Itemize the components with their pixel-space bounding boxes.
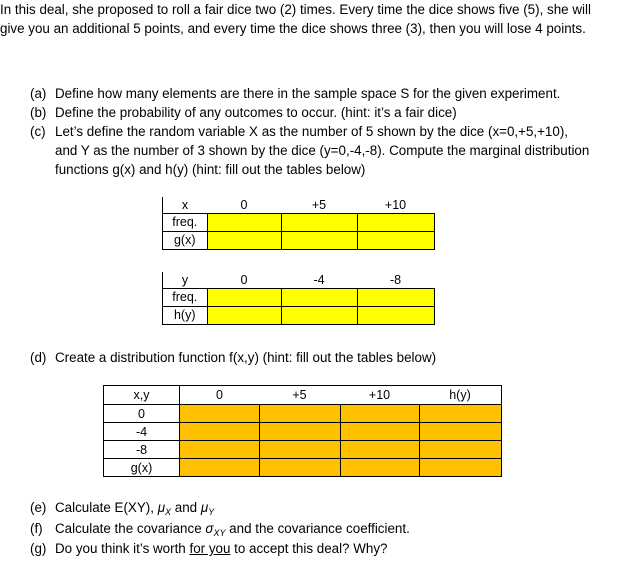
table-y-row-h: h(y) <box>163 306 208 324</box>
table-y-header-y: y <box>163 272 208 288</box>
question-f-prefix: Calculate the covariance <box>55 521 206 536</box>
table-xy-cell[interactable] <box>340 441 419 459</box>
table-y-header-8: -8 <box>357 272 434 288</box>
table-xy-cell[interactable] <box>180 423 260 441</box>
table-x-header-5: +5 <box>281 197 357 213</box>
question-c-text: Let’s define the random variable X as the number of 5 shown by the dice (x=0,+5,+10), <box>55 124 569 139</box>
sigma-symbol: σ <box>205 521 214 536</box>
question-g-underlined: for you <box>189 541 231 556</box>
question-g-suffix: to accept this deal? Why? <box>230 541 388 556</box>
table-x-cell[interactable] <box>281 213 357 231</box>
table-xy-row-8: -8 <box>104 441 180 459</box>
table-xy-cell[interactable] <box>180 405 260 423</box>
question-e-and: and <box>171 500 201 515</box>
question-g-prefix: Do you think it’s worth <box>55 541 190 556</box>
question-b-label: (b) <box>30 105 47 120</box>
table-x-cell[interactable] <box>207 231 281 249</box>
table-x-header-0: 0 <box>207 197 281 213</box>
table-y <box>162 272 435 325</box>
question-f-text <box>55 519 410 540</box>
table-xy-cell[interactable] <box>259 423 340 441</box>
mu-y-subscript: Y <box>208 507 215 517</box>
sigma-xy-subscript: XY <box>213 528 226 538</box>
table-xy-cell[interactable] <box>340 405 419 423</box>
table-xy-row-g: g(x) <box>104 459 180 477</box>
table-xy-cell[interactable] <box>419 423 502 441</box>
question-d-text: Create a distribution function f(x,y) (hint: fill out the tables below) <box>55 350 437 365</box>
table-y-header-4: -4 <box>281 272 357 288</box>
table-y-cell[interactable] <box>207 288 281 306</box>
table-y-cell[interactable] <box>281 288 357 306</box>
table-xy-row-0: 0 <box>104 405 180 423</box>
table-x-cell[interactable] <box>357 231 434 249</box>
intro-paragraph: In this deal, she proposed to roll a fair dice two (2) times. Every time the dice shows five (5), she will give you an additional 5 points, and every time the dice shows three (3), then you will lose 4 points. <box>0 2 591 36</box>
question-g-text <box>55 539 387 558</box>
table-x-header-10: +10 <box>357 197 434 213</box>
table-xy-header-5: +5 <box>259 386 340 405</box>
table-xy-cell[interactable] <box>259 405 340 423</box>
table-xy-cell[interactable] <box>340 423 419 441</box>
table-y-cell[interactable] <box>207 306 281 324</box>
question-f-label: (f) <box>30 521 43 536</box>
question-c-line-2: and Y as the number of 3 shown by the dice (y=0,-4,-8). Compute the marginal distribution <box>55 143 590 158</box>
table-xy-cell[interactable] <box>259 441 340 459</box>
question-c-line-3: functions g(x) and h(y) (hint: fill out the tables below) <box>55 162 366 177</box>
table-y-cell[interactable] <box>357 306 434 324</box>
table-xy-header-0: 0 <box>180 386 260 405</box>
question-b-text: Define the probability of any outcomes to occur. (hint: it’s a fair dice) <box>55 105 457 120</box>
table-x-row-freq: freq. <box>163 213 208 231</box>
table-y-cell[interactable] <box>281 306 357 324</box>
table-y-row-freq: freq. <box>163 288 208 306</box>
table-xy-cell[interactable] <box>259 459 340 477</box>
table-xy-header-h: h(y) <box>419 386 502 405</box>
question-f-suffix: and the covariance coefficient. <box>225 521 410 536</box>
question-e-prefix: Calculate E(XY), <box>55 500 158 515</box>
table-xy-cell[interactable] <box>419 441 502 459</box>
mu-symbol: μ <box>200 500 209 515</box>
table-y-header-0: 0 <box>207 272 281 288</box>
table-xy-row-4: -4 <box>104 423 180 441</box>
question-g-label: (g) <box>30 541 47 556</box>
table-xy-cell[interactable] <box>419 459 502 477</box>
table-xy-cell[interactable] <box>180 441 260 459</box>
table-xy-header-xy: x,y <box>104 386 180 405</box>
table-xy-cell[interactable] <box>180 459 260 477</box>
question-e-text <box>55 498 214 519</box>
table-x-header-x: x <box>163 197 208 213</box>
table-x-cell[interactable] <box>281 231 357 249</box>
table-xy-cell[interactable] <box>340 459 419 477</box>
table-x-cell[interactable] <box>207 213 281 231</box>
table-y-cell[interactable] <box>357 288 434 306</box>
table-x-cell[interactable] <box>357 213 434 231</box>
table-xy-header-10: +10 <box>340 386 419 405</box>
question-d-label: (d) <box>30 350 47 365</box>
table-xy <box>103 385 502 477</box>
question-a-label: (a) <box>30 86 47 101</box>
mu-x-subscript: X <box>165 507 172 517</box>
table-xy-cell[interactable] <box>419 405 502 423</box>
mu-symbol: μ <box>157 500 166 515</box>
question-c-label: (c) <box>30 124 46 139</box>
table-x-row-g: g(x) <box>163 231 208 249</box>
table-x <box>162 197 435 250</box>
question-e-label: (e) <box>30 500 47 515</box>
question-a-text: Define how many elements are there in the sample space S for the given experiment. <box>55 86 561 101</box>
